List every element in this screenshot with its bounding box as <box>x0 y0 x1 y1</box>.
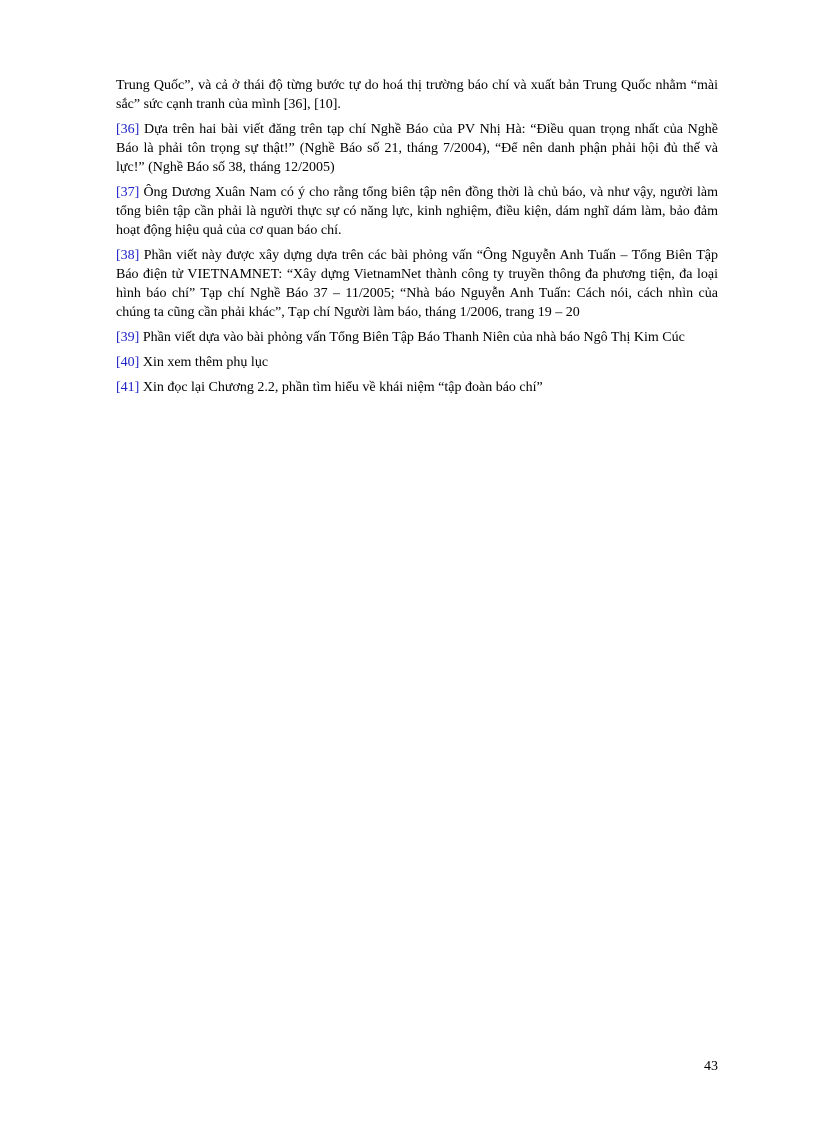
footnote-text: Xin đọc lại Chương 2.2, phần tìm hiểu về khái niệm “tập đoàn báo chí” <box>139 380 543 395</box>
footnote-text: Xin xem thêm phụ lục <box>139 355 269 370</box>
footnote-text: Phần viết này được xây dựng dựa trên các bài phỏng vấn “Ông Nguyễn Anh Tuấn – Tổng Biên Tập Báo điện tử VIETNAMNET: “Xây dựng VietnamNet thành công ty truyền thông đa phương tiện, đa loại hình báo chí” Tạp chí Nghề Báo 37 – 11/2005; “Nhà báo Nguyễn Anh Tuấn: Cách nói, cách nhìn của chúng ta cũng cần phải khác”, Tạp chí Người làm báo, tháng 1/2006, trang 19 – 20 <box>116 248 718 320</box>
page-number: 43 <box>704 1059 718 1074</box>
footnote-38 <box>116 246 718 322</box>
lead-paragraph: Trung Quốc”, và cả ở thái độ từng bước tự do hoá thị trường báo chí và xuất bản Trung Quốc nhằm “mài sắc” sức cạnh tranh của mình [36], [10]. <box>116 78 718 112</box>
footnote-41 <box>116 378 718 397</box>
footnote-number: [41] <box>116 380 140 395</box>
footnote-number: [37] <box>116 185 140 200</box>
page-body <box>116 76 718 403</box>
footnote-text: Dựa trên hai bài viết đăng trên tạp chí Nghề Báo của PV Nhị Hà: “Điều quan trọng nhất của Nghề Báo là phải tôn trọng sự thật!” (Nghề Báo số 21, tháng 7/2004), “Để nên danh phận phải hội đủ thế và lực!” (Nghề Báo số 38, tháng 12/2005) <box>116 122 718 175</box>
footnote-40 <box>116 353 718 372</box>
footnote-39 <box>116 328 718 347</box>
footnote-36 <box>116 120 718 177</box>
footnote-number: [40] <box>116 355 140 370</box>
footnote-number: [36] <box>116 122 140 137</box>
footnote-number: [39] <box>116 330 140 345</box>
footnote-text: Phần viết dựa vào bài phỏng vấn Tổng Biên Tập Báo Thanh Niên của nhà báo Ngô Thị Kim Cúc <box>139 330 685 345</box>
footnote-number: [38] <box>116 248 140 263</box>
footnote-37 <box>116 183 718 240</box>
footnote-text: Ông Dương Xuân Nam có ý cho rằng tổng biên tập nên đồng thời là chủ báo, và như vậy, người làm tổng biên tập cần phải là người thực sự có năng lực, kinh nghiệm, điều kiện, dám nghĩ dám làm, bảo đảm hoạt động hiệu quả của cơ quan báo chí. <box>116 185 718 238</box>
